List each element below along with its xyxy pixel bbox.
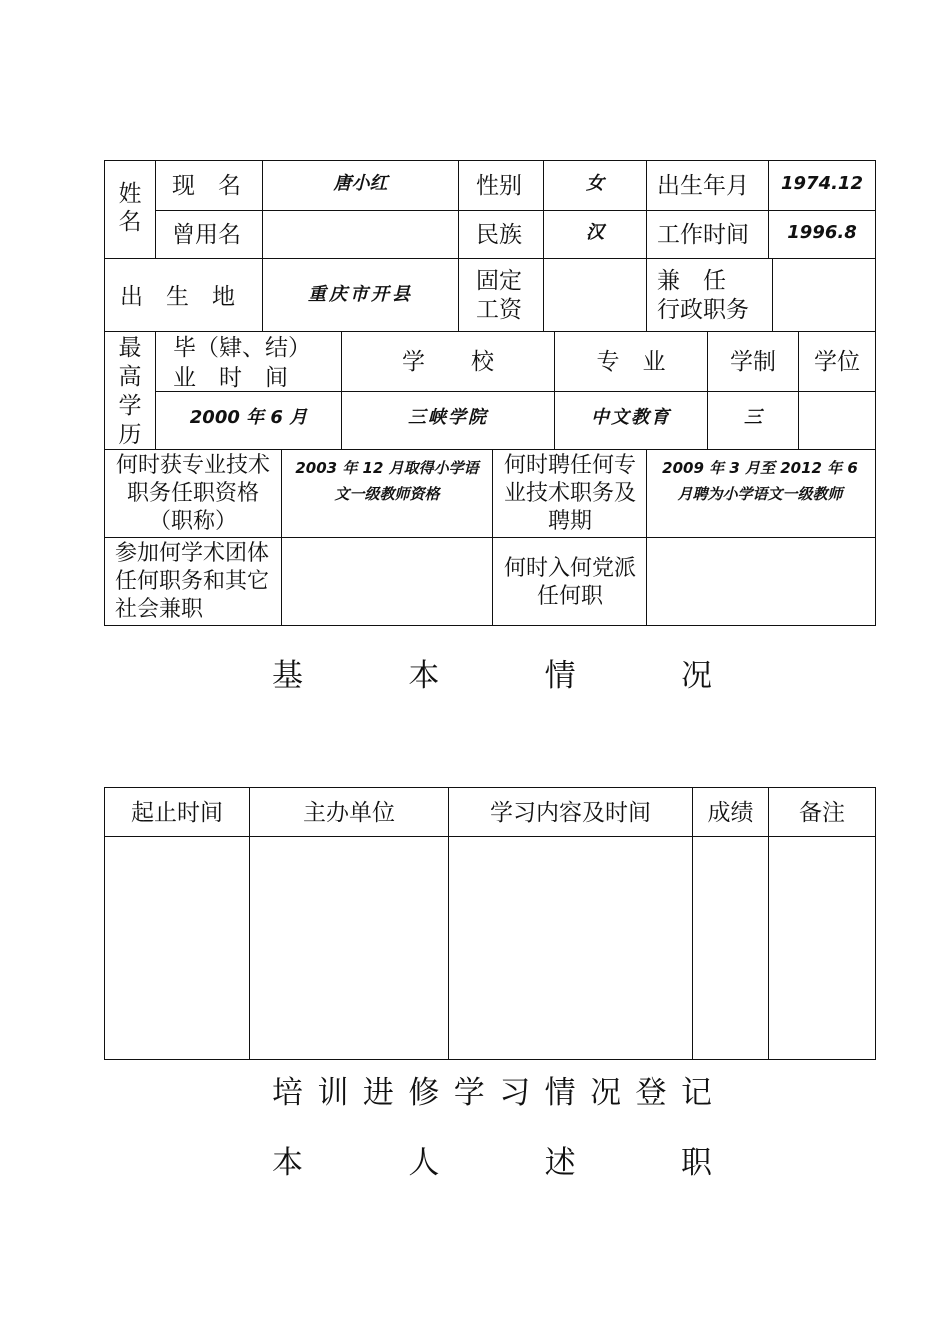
gender-label: 性别 — [476, 173, 522, 199]
academic-label: 参加何学术团体任何职务和其它社会兼职 — [115, 541, 270, 622]
column-header-remarks: 备注 — [799, 800, 845, 826]
appointment-label: 何时聘任何专业技术职务及聘期 — [503, 453, 636, 534]
title-obtained-value: 2003 年 12 月取得小学语文一级教师资格 — [295, 459, 479, 503]
statement-heading-char-2: 人 — [408, 1145, 440, 1181]
training-heading-char-5: 学 — [453, 1075, 485, 1111]
birth-label: 出生年月 — [657, 173, 749, 199]
training-heading-char-9: 登 — [635, 1075, 667, 1111]
birth-value: 1974.12 — [781, 173, 863, 194]
column-header-period: 起止时间 — [131, 800, 223, 826]
training-heading-char-1: 培 — [272, 1075, 303, 1111]
school-label: 学 校 — [402, 349, 494, 375]
degree-label: 学位 — [814, 349, 860, 375]
name-group-label: 姓名 — [118, 181, 142, 235]
column-header-content: 学习内容及时间 — [490, 800, 651, 826]
major-label: 专 业 — [596, 349, 666, 375]
grad-time-label-1: 毕（肄、结） — [173, 335, 311, 361]
work-start-value: 1996.8 — [787, 222, 857, 243]
basic-heading-char-3: 情 — [544, 658, 576, 694]
admin-post-label-2: 行政职务 — [657, 297, 749, 323]
school-value: 三峡学院 — [408, 407, 488, 428]
fixed-salary-label: 固定工资 — [476, 268, 522, 323]
statement-section-heading — [272, 1143, 712, 1183]
ethnicity-label: 民族 — [476, 222, 522, 248]
training-heading-char-10: 记 — [680, 1075, 712, 1111]
ethnicity-value: 汉 — [586, 222, 604, 243]
education-group-label: 最高学历 — [118, 335, 142, 448]
birthplace-value: 重庆市开县 — [308, 284, 413, 305]
former-name-label: 曾用名 — [172, 222, 241, 248]
training-heading-char-4: 修 — [408, 1075, 440, 1111]
statement-heading-char-4: 职 — [680, 1145, 712, 1181]
current-name-label: 现 名 — [172, 173, 241, 199]
statement-heading-char-1: 本 — [272, 1145, 303, 1181]
duration-label: 学制 — [730, 349, 776, 375]
grad-time-value: 2000 年 6 月 — [189, 407, 308, 428]
work-start-label: 工作时间 — [657, 222, 749, 248]
basic-heading-char-1: 基 — [272, 658, 303, 694]
appointment-value: 2009 年 3 月至 2012 年 6 月聘为小学语文一级教师 — [662, 459, 858, 503]
admin-post-label-1: 兼 任 — [657, 268, 726, 294]
column-header-score: 成绩 — [707, 800, 754, 826]
training-section-heading — [272, 1073, 712, 1113]
grad-time-label-2: 业 时 间 — [173, 365, 288, 391]
birthplace-label: 出 生 地 — [120, 284, 235, 310]
statement-heading-char-3: 述 — [544, 1145, 576, 1181]
training-heading-char-2: 训 — [317, 1075, 349, 1111]
current-name-value: 唐小红 — [333, 173, 388, 194]
basic-section-heading — [272, 656, 712, 696]
training-heading-char-7: 情 — [544, 1075, 576, 1111]
basic-heading-char-4: 况 — [680, 658, 712, 694]
gender-value: 女 — [586, 173, 604, 194]
title-obtained-label: 何时获专业技术职务任职资格（职称） — [115, 453, 270, 534]
training-heading-char-3: 进 — [362, 1075, 394, 1111]
party-label: 何时入何党派任何职 — [503, 556, 636, 609]
major-value: 中文教育 — [591, 407, 671, 428]
training-heading-char-8: 况 — [590, 1075, 622, 1111]
duration-value: 三 — [744, 407, 762, 428]
column-header-organizer: 主办单位 — [303, 800, 395, 826]
training-heading-char-6: 习 — [499, 1075, 531, 1111]
basic-heading-char-2: 本 — [408, 658, 440, 694]
